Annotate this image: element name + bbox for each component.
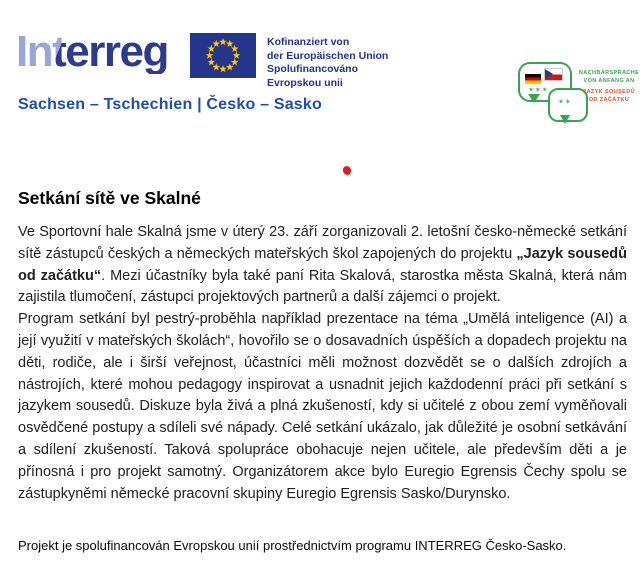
project-logo-text <box>576 69 642 104</box>
logo-text-de: VON ANFANG AN <box>583 78 635 84</box>
paragraph-1-text: Ve Sportovní hale Skalná jsme v úterý 23. září zorganizovali 2. letošní česko-německé setkání sítě zástupců českých a německých mateřských škol zapojených do projektu <box>18 224 627 262</box>
eu-text-line: Kofinanziert von <box>267 36 350 48</box>
page-title: Setkání sítě ve Skalné <box>18 188 201 208</box>
logo-text-de: NACHBARSPRACHE <box>578 70 640 76</box>
paragraph-1 <box>18 222 627 309</box>
red-dot-mark <box>341 165 352 177</box>
cofinancing-footer-note: Projekt je spolufinancován Evropskou unií prostřednictvím programu INTERREG Česko-Sasko. <box>18 538 567 553</box>
program-title: Sachsen – Tschechien | Česko – Sasko <box>18 96 322 113</box>
children-figures-icon: ✶✶✶ <box>528 87 549 94</box>
logo-text-cz: JAZYK SOUSEDŮ <box>583 89 635 95</box>
eu-text-line: Evropskou unii <box>267 76 343 89</box>
paragraph-2: Program setkání byl pestrý-proběhla například prezentace na téma „Umělá inteligence (AI) a její využití v mateřských školách“, hovořilo se o dosavadních úspěších a dopadech projektu na děti, rodiče, ale i širší veřejnost, účastníci měli možnost dozvědět se o dalších zdrojích a nástrojích, které mohou pedagogy inspirovat a usnadnit jejich každodenní práci při setkání s jazykem sousedů. Diskuze byla živá a plná zkušeností, kdy si učitelé z obou zemí vyměňovali osvědčené postupy a sdíleli své nápady. Celé setkání ukázalo, jak důležité je osobní setkávání a sdílení zkušeností. Taková spolupráce obohacuje nejen učitele, ale především děti a je přínosná i pro projekt samotný. Organizátorem akce bylo Euregio Egrensis Čechy spolu se zástupkyněmi německé pracovní skupiny Euregio Egrensis Sasko/Durynsko. <box>18 311 627 502</box>
article-body <box>18 222 627 505</box>
project-logo <box>514 56 644 136</box>
logo-text-cz: OD ZAČÁTKU <box>588 97 630 103</box>
interreg-logo: Interreg <box>16 27 168 76</box>
eu-text-line: der Europäischen Union <box>267 49 389 62</box>
german-flag-icon <box>525 74 541 84</box>
children-figures-icon: ✶✶ <box>558 99 572 106</box>
paragraph-1-text: . Mezi účastníky byla také paní Rita Skalová, starostka města Skalná, která nám zajistila tlumočení, zástupci projektových partnerů a další zájemci o projekt. <box>18 267 628 306</box>
eu-text-line: Spolufinancováno <box>267 63 359 75</box>
eu-flag-icon <box>190 33 256 78</box>
project-name-bold: „Jazyk sousedů od začátku“ <box>18 245 627 284</box>
czech-flag-icon <box>544 68 563 81</box>
eu-cofinancing-text <box>267 36 388 90</box>
